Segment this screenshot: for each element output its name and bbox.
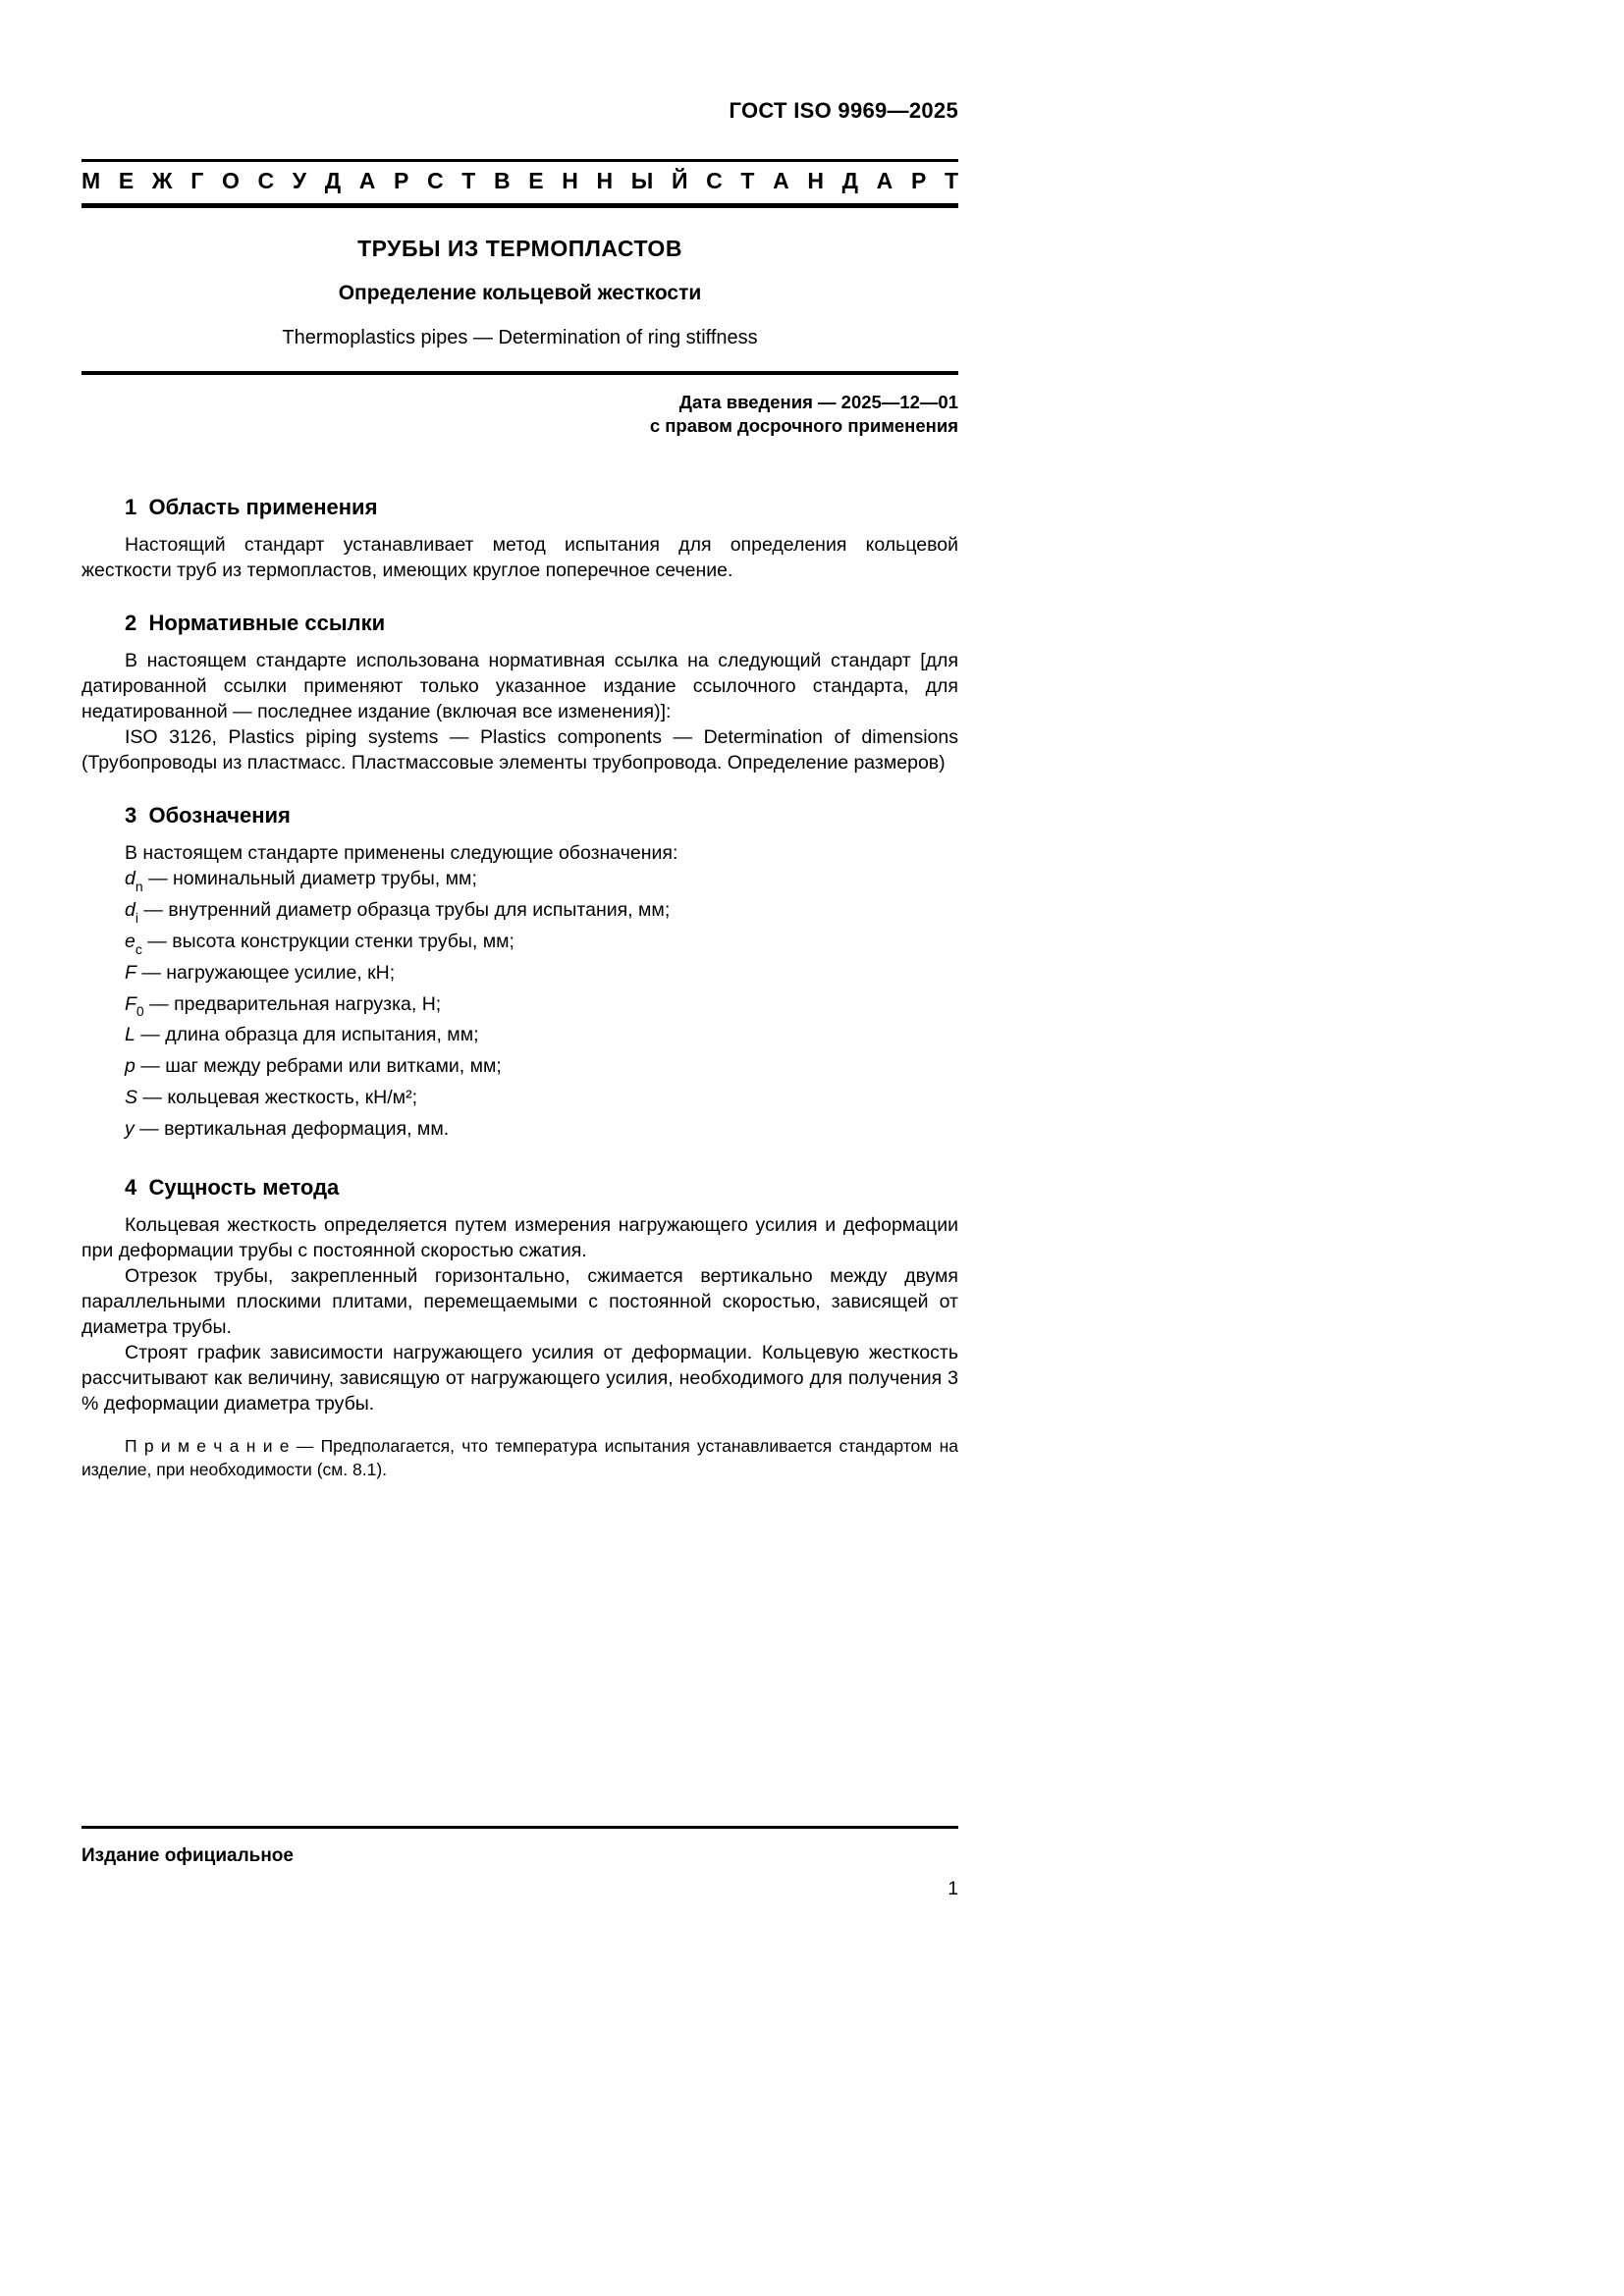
symbol-definition <box>81 866 958 897</box>
symbol-letter: e <box>125 930 135 952</box>
content-column <box>81 0 958 1481</box>
paragraph: Настоящий стандарт устанавливает метод испытания для определения кольцевой жесткости труб из термопластов, имеющих круглое поперечное сечение. <box>81 534 958 581</box>
symbol-letter: d <box>125 898 135 921</box>
effective-date-note: с правом досрочного применения <box>649 415 958 436</box>
effective-date-block <box>81 391 958 438</box>
paragraph: В настоящем стандарте применены следующие обозначения: <box>125 842 678 864</box>
edition-note: Издание официальное <box>81 1845 294 1866</box>
symbol-definition <box>81 1053 958 1085</box>
document-subtitle-ru: Определение кольцевой жесткости <box>338 282 702 304</box>
paragraph: Строят график зависимости нагружающего усилия от деформации. Кольцевую жесткость рассчитывают как величину, зависящую от нагружающего усилия, необходимого для получения 3 % деформации диаметра трубы. <box>81 1342 958 1415</box>
symbol-subscript: c <box>135 940 142 957</box>
section-normative-references <box>81 611 958 775</box>
section-scope <box>81 495 958 583</box>
section-heading: 1 Область применения <box>125 495 378 519</box>
paragraph: Отрезок трубы, закрепленный горизонтально, сжимается вертикально между двумя параллельными плоскими плитами, перемещаемыми с постоянной скоростью, зависящей от диаметра трубы. <box>81 1265 958 1339</box>
section-heading: 2 Нормативные ссылки <box>125 611 386 635</box>
symbol-definition <box>81 1116 958 1148</box>
symbol-description: — номинальный диаметр трубы, мм; <box>142 868 477 889</box>
symbol-definition <box>81 1085 958 1116</box>
document-title-ru: ТРУБЫ ИЗ ТЕРМОПЛАСТОВ <box>357 236 682 261</box>
doc-code: ГОСТ ISO 9969—2025 <box>729 98 958 123</box>
symbol-description: — кольцевая жесткость, кН/м²; <box>137 1087 418 1109</box>
symbol-definition <box>81 991 958 1023</box>
symbol-description: — вертикальная деформация, мм. <box>134 1118 450 1141</box>
symbol-definition <box>81 1022 958 1053</box>
symbol-subscript: 0 <box>135 1003 144 1020</box>
symbol-description: — высота конструкции стенки трубы, мм; <box>141 930 514 952</box>
header-rule-bottom <box>81 203 958 208</box>
symbol-letter: S <box>125 1087 138 1109</box>
page-number: 1 <box>947 1879 958 1899</box>
paragraph: В настоящем стандарте использована нормативная ссылка на следующий стандарт [для датированной ссылки применяют только указанное издание ссылочного стандарта, для недатированной — последнее издание (включая все изменения)]: <box>81 650 958 722</box>
footer-rule <box>81 1826 958 1829</box>
section-method-essence <box>81 1175 958 1481</box>
paragraph: Кольцевая жесткость определяется путем измерения нагружающего усилия и деформации при деформации трубы с постоянной скоростью сжатия. <box>81 1214 958 1262</box>
section-heading: 3 Обозначения <box>125 803 291 828</box>
symbol-letter: L <box>125 1024 135 1046</box>
symbol-description: — предварительная нагрузка, Н; <box>143 992 442 1015</box>
symbol-description: — внутренний диаметр образца трубы для испытания, мм; <box>137 898 671 921</box>
note: П р и м е ч а н и е — Предполагается, что температура испытания устанавливается стандартом на изделие, при необходимости (см. 8.1). <box>81 1436 958 1480</box>
symbol-letter: p <box>125 1055 135 1078</box>
symbol-letter: y <box>125 1118 135 1141</box>
symbol-description: — длина образца для испытания, мм; <box>135 1024 479 1046</box>
symbol-subscript: n <box>135 878 143 894</box>
document-title-en: Thermoplastics pipes — Determination of ring stiffness <box>282 327 758 348</box>
symbol-description: — нагружающее усилие, кН; <box>135 961 396 984</box>
symbol-letter: F <box>125 992 136 1015</box>
symbol-definition <box>81 897 958 929</box>
symbol-letter: d <box>125 868 135 889</box>
symbol-description: — шаг между ребрами или витками, мм; <box>135 1055 502 1078</box>
symbol-definition <box>81 960 958 991</box>
effective-date-line: Дата введения — 2025—12—01 <box>678 392 958 412</box>
symbol-subscript: i <box>135 909 138 926</box>
section-designations <box>81 803 958 1148</box>
title-rule <box>81 371 958 375</box>
header-rule-top <box>81 159 958 162</box>
symbol-definition <box>81 929 958 960</box>
symbol-letter: F <box>125 961 136 984</box>
referenced-standard: ISO 3126, Plastics piping systems — Plastics components — Determination of dimensions (Трубопроводы из пластмасс. Пластмассовые элементы трубопровода. Определение размеров) <box>81 726 958 774</box>
section-heading: 4 Сущность метода <box>125 1175 340 1201</box>
standard-type-banner: М Е Ж Г О С У Д А Р С Т В Е Н Н Ы Й С Т А Н Д А Р Т <box>81 168 958 193</box>
